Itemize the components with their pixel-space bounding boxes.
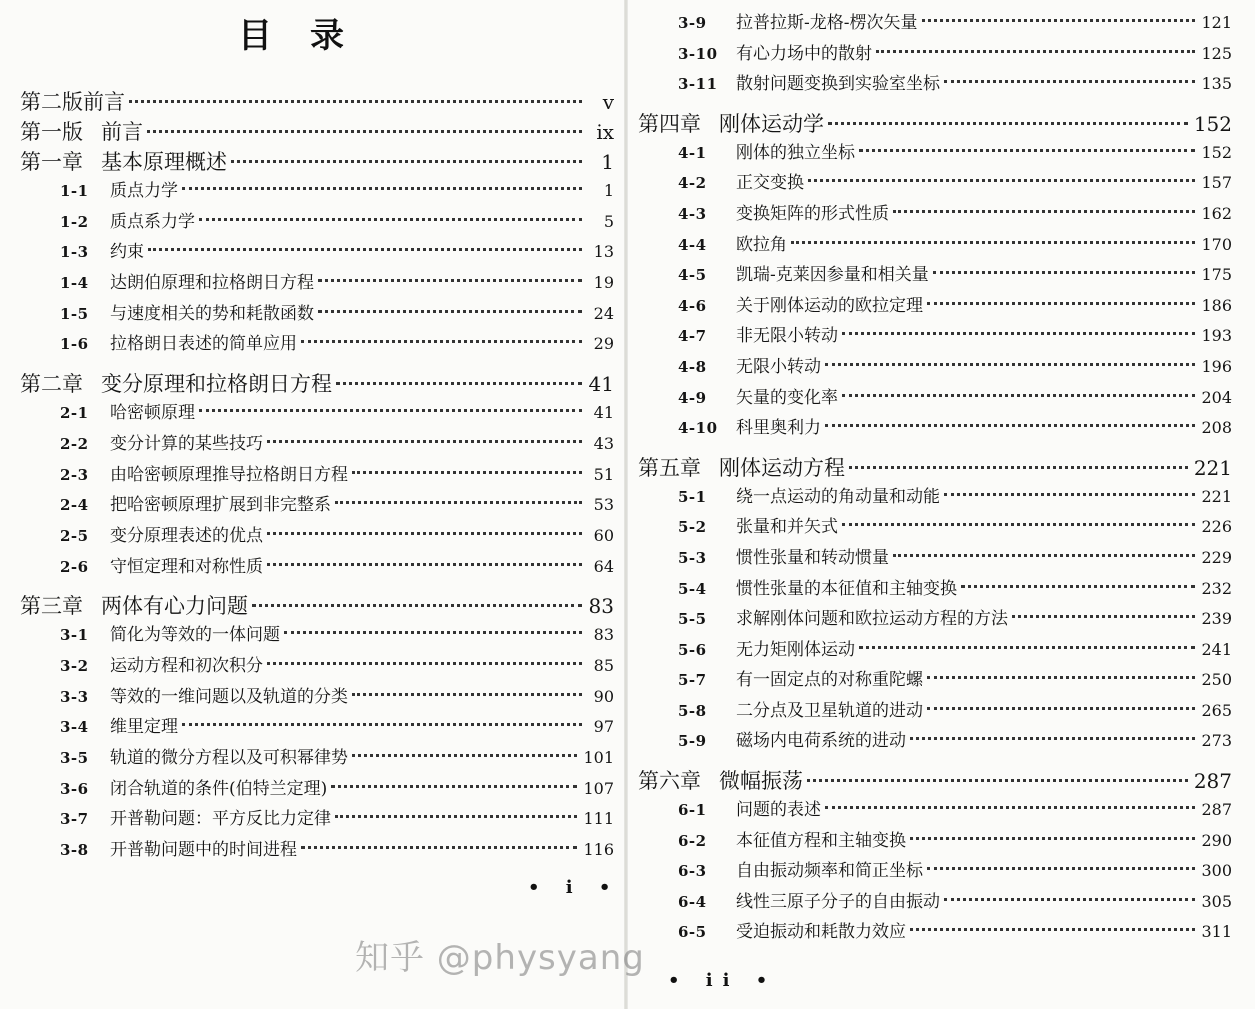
toc-section-row (20, 712, 614, 743)
page-ref: 60 (593, 525, 614, 545)
section-number: 6-4 (678, 892, 707, 911)
section-title: 维里定理 (110, 717, 178, 738)
page-ref: 175 (1201, 265, 1232, 285)
page-ref: 157 (1201, 173, 1232, 193)
section-number: 6-1 (678, 801, 707, 820)
dot-leader (147, 130, 582, 133)
dot-leader (842, 523, 1195, 526)
section-title: 由哈密顿原理推导拉格朗日方程 (110, 464, 348, 485)
chapter-title: 变分原理和拉格朗日方程 (101, 372, 332, 397)
dot-leader (876, 50, 1195, 53)
section-number: 5-9 (678, 732, 707, 751)
toc-section-row (638, 482, 1232, 513)
dot-leader (944, 898, 1195, 901)
dot-leader (922, 19, 1196, 22)
toc-section-row (20, 835, 614, 866)
toc-section-row (20, 743, 614, 774)
page-ref: 287 (1201, 800, 1232, 820)
section-number: 5-7 (678, 671, 707, 690)
dot-leader (318, 310, 582, 313)
section-title: 欧拉角 (736, 234, 787, 255)
dot-leader (267, 563, 582, 566)
page-number-ii: • ii • (668, 970, 778, 991)
page-ref: 64 (593, 556, 614, 576)
section-number: 3-4 (60, 718, 89, 737)
section-title: 简化为等效的一体问题 (110, 625, 280, 646)
section-title: 有一固定点的对称重陀螺 (736, 670, 923, 691)
dot-leader (301, 340, 582, 343)
page-ref: 85 (593, 655, 614, 675)
section-number: 6-3 (678, 862, 707, 881)
chapter-number: 第六章 (638, 769, 701, 794)
dot-leader (331, 785, 577, 788)
page-ref: 121 (1201, 13, 1232, 32)
toc-section-row (638, 574, 1232, 605)
right-page (628, 0, 1255, 1009)
dot-leader (910, 737, 1195, 740)
page-ref: 273 (1201, 731, 1232, 751)
section-number: 5-1 (678, 487, 707, 506)
section-title: 磁场内电荷系统的进动 (736, 731, 906, 752)
dot-leader (893, 554, 1195, 557)
section-title: 矢量的变化率 (736, 387, 838, 408)
page-ref: 101 (583, 748, 614, 767)
section-title: 无限小转动 (736, 356, 821, 377)
chapter-number: 第三章 (20, 594, 83, 619)
page-ref: 208 (1201, 418, 1232, 438)
section-number: 2-5 (60, 526, 89, 545)
toc-section-row (638, 512, 1232, 543)
section-number: 4-7 (678, 327, 707, 346)
page-ref: 221 (1193, 455, 1232, 480)
dot-leader (318, 279, 582, 282)
page-ref: 305 (1201, 891, 1232, 911)
toc-section-row (638, 413, 1232, 444)
toc-section-row (20, 237, 614, 268)
section-number: 5-8 (678, 701, 707, 720)
dot-leader (335, 815, 577, 818)
page-ref: 196 (1201, 356, 1232, 376)
section-title: 散射问题变换到实验室坐标 (736, 74, 940, 95)
section-title: 开普勒问题中的时间进程 (110, 840, 297, 861)
section-title: 惯性张量和转动惯量 (736, 547, 889, 568)
page-ref: 107 (583, 778, 614, 798)
dot-leader (148, 248, 582, 251)
page-ref: 116 (583, 840, 614, 860)
section-title: 轨道的微分方程以及可积幂律势 (110, 748, 348, 768)
page-ref: 97 (593, 717, 614, 737)
dot-leader (336, 382, 582, 385)
section-number: 3-11 (678, 75, 718, 94)
toc-section-row (638, 604, 1232, 635)
dot-leader (267, 662, 582, 665)
page-ref: v (602, 90, 614, 114)
toc-list-right (638, 8, 1232, 948)
page-ref: 41 (593, 403, 614, 423)
page-ref: 311 (1201, 922, 1232, 942)
toc-section-row (20, 490, 614, 521)
dot-leader (182, 723, 582, 726)
section-number: 4-1 (678, 143, 707, 162)
page-ref: 241 (1201, 639, 1232, 659)
toc-section-row (20, 398, 614, 429)
section-number: 4-9 (678, 388, 707, 407)
page-ref: 83 (593, 625, 614, 645)
toc-section-row (638, 795, 1232, 826)
page-ref: 125 (1201, 43, 1232, 63)
dot-leader (182, 187, 582, 190)
section-number: 1-2 (60, 212, 89, 231)
page-ref: 232 (1201, 578, 1232, 598)
dot-leader (944, 493, 1195, 496)
chapter-title: 微幅振荡 (719, 769, 803, 794)
dot-leader (927, 707, 1195, 710)
section-title: 闭合轨道的条件(伯特兰定理) (110, 778, 328, 799)
toc-list-left (20, 86, 614, 866)
page-ref: 186 (1201, 295, 1232, 315)
dot-leader (859, 646, 1195, 649)
page-ref: 152 (1201, 142, 1232, 162)
page-ref: ix (596, 120, 614, 144)
watermark: 知乎 @physyang (355, 938, 645, 978)
chapter-title: 基本原理概述 (101, 150, 227, 174)
section-number: 5-5 (678, 610, 707, 629)
section-number: 1-6 (60, 335, 89, 354)
toc-section-row (20, 620, 614, 651)
chapter-title: 刚体运动方程 (719, 455, 845, 480)
toc-section-row (638, 230, 1232, 261)
toc-section-row (638, 635, 1232, 666)
toc-section-row (638, 260, 1232, 291)
toc-section-row (638, 696, 1232, 727)
toc-section-row (638, 39, 1232, 70)
dot-leader (199, 218, 582, 221)
section-title: 受迫振动和耗散力效应 (736, 922, 906, 943)
page-ref: 83 (588, 594, 614, 619)
chapter-title: 刚体运动学 (719, 111, 824, 136)
section-number: 4-4 (678, 235, 707, 254)
dot-leader (842, 394, 1195, 397)
dot-leader (301, 846, 577, 849)
dot-leader (927, 676, 1195, 679)
section-number: 4-10 (678, 419, 718, 438)
toc-section-row (20, 299, 614, 330)
toc-section-row (638, 543, 1232, 574)
toc-section-row (20, 429, 614, 460)
section-number: 5-2 (678, 518, 707, 537)
toc-title (238, 8, 398, 57)
section-title: 非无限小转动 (736, 326, 838, 347)
section-title: 等效的一维问题以及轨道的分类 (110, 686, 348, 707)
section-number: 3-10 (678, 44, 718, 63)
dot-leader (961, 585, 1195, 588)
section-number: 1-4 (60, 274, 89, 293)
page-ref: 135 (1201, 74, 1232, 94)
section-title: 惯性张量的本征值和主轴变换 (736, 578, 957, 599)
page-ref: 239 (1201, 609, 1232, 629)
page-ref: 152 (1193, 111, 1232, 136)
page-ref: 290 (1201, 830, 1232, 850)
toc-section-row (638, 352, 1232, 383)
page-ref: 250 (1201, 670, 1232, 690)
section-number: 3-7 (60, 810, 89, 829)
section-title: 关于刚体运动的欧拉定理 (736, 295, 923, 316)
page-ref: 193 (1201, 326, 1232, 346)
page-ref: 226 (1201, 517, 1232, 537)
section-title: 张量和并矢式 (736, 517, 838, 538)
toc-chapter-row (20, 146, 614, 176)
section-number: 3-1 (60, 626, 89, 645)
section-number: 3-9 (678, 14, 707, 32)
section-number: 5-6 (678, 640, 707, 659)
dot-leader (267, 440, 582, 443)
section-title: 拉格朗日表述的简单应用 (110, 334, 297, 355)
dot-leader (825, 424, 1195, 427)
section-title: 二分点及卫星轨道的进动 (736, 700, 923, 721)
section-number: 6-2 (678, 831, 707, 850)
toc-section-row (20, 207, 614, 238)
dot-leader (252, 604, 582, 607)
dot-leader (842, 332, 1195, 335)
toc-section-row (20, 552, 614, 583)
section-title: 科里奥利力 (736, 418, 821, 439)
section-title: 变换矩阵的形式性质 (736, 203, 889, 224)
section-title: 拉普拉斯-龙格-楞次矢量 (736, 13, 918, 33)
section-number: 4-5 (678, 266, 707, 285)
dot-leader (849, 466, 1188, 469)
toc-section-row (20, 682, 614, 713)
toc-section-row (638, 856, 1232, 887)
chapter-title: 两体有心力问题 (101, 594, 248, 619)
page-ref: 170 (1201, 234, 1232, 254)
section-title: 哈密顿原理 (110, 403, 195, 424)
toc-section-row (638, 291, 1232, 322)
toc-chapter-row (20, 86, 614, 116)
section-number: 1-1 (60, 182, 89, 200)
toc-section-row (638, 69, 1232, 100)
toc-section-row (20, 268, 614, 299)
page-number-i: • i • (528, 877, 621, 898)
chapter-number: 第四章 (638, 111, 701, 136)
page-ref: 90 (593, 686, 614, 706)
chapter-number: 第一章 (20, 150, 83, 174)
left-page (0, 0, 624, 1009)
toc-section-row (20, 460, 614, 491)
section-number: 1-5 (60, 304, 89, 323)
toc-section-row (20, 651, 614, 682)
page-ref: 5 (603, 211, 614, 231)
toc-section-row (638, 826, 1232, 857)
section-number: 3-6 (60, 779, 89, 798)
toc-chapter-row (20, 590, 614, 620)
section-number: 6-5 (678, 923, 707, 942)
page-ref: 19 (593, 273, 614, 293)
toc-section-row (20, 521, 614, 552)
section-number: 5-4 (678, 579, 707, 598)
dot-leader (828, 122, 1188, 125)
dot-leader (199, 409, 582, 412)
dot-leader (231, 160, 582, 163)
page-ref: 53 (593, 495, 614, 515)
page-ref: 51 (593, 464, 614, 484)
chapter-title: 第二版前言 (20, 90, 125, 114)
dot-leader (1012, 615, 1195, 618)
dot-leader (859, 149, 1195, 152)
page-ref: 300 (1201, 861, 1232, 881)
dot-leader (352, 471, 582, 474)
toc-section-row (638, 199, 1232, 230)
section-title: 质点系力学 (110, 211, 195, 232)
section-number: 3-5 (60, 749, 89, 767)
page-ref: 43 (593, 433, 614, 453)
section-title: 绕一点运动的角动量和动能 (736, 486, 940, 507)
toc-chapter-row (638, 452, 1232, 482)
section-title: 求解刚体问题和欧拉运动方程的方法 (736, 609, 1008, 630)
toc-section-row (20, 329, 614, 360)
dot-leader (825, 806, 1195, 809)
section-title: 刚体的独立坐标 (736, 142, 855, 163)
page-ref: 41 (588, 372, 614, 397)
section-title: 问题的表述 (736, 800, 821, 821)
section-number: 2-3 (60, 465, 89, 484)
section-title: 变分原理表述的优点 (110, 525, 263, 546)
section-number: 2-4 (60, 496, 89, 515)
page-ref: 204 (1201, 387, 1232, 407)
section-number: 2-6 (60, 557, 89, 576)
dot-leader (352, 693, 582, 696)
toc-section-row (638, 887, 1232, 918)
toc-section-row (638, 8, 1232, 39)
toc-chapter-row (638, 765, 1232, 795)
dot-leader (910, 837, 1195, 840)
page-ref: 1 (603, 181, 614, 200)
section-number: 4-2 (678, 174, 707, 193)
section-title: 正交变换 (736, 173, 804, 194)
section-title: 守恒定理和对称性质 (110, 556, 263, 577)
chapter-number: 第二章 (20, 372, 83, 397)
dot-leader (284, 631, 582, 634)
section-number: 2-2 (60, 434, 89, 453)
page-ref: 221 (1201, 486, 1232, 506)
section-title: 约束 (110, 242, 144, 263)
dot-leader (808, 179, 1195, 182)
dot-leader (129, 100, 582, 103)
section-number: 4-6 (678, 296, 707, 315)
chapter-number: 第五章 (638, 455, 701, 480)
dot-leader (927, 867, 1195, 870)
section-number: 2-1 (60, 404, 89, 423)
dot-leader (944, 80, 1195, 83)
section-title: 线性三原子分子的自由振动 (736, 891, 940, 912)
section-title: 变分计算的某些技巧 (110, 433, 263, 454)
dot-leader (267, 532, 582, 535)
toc-section-row (20, 774, 614, 805)
section-number: 5-3 (678, 548, 707, 567)
section-number: 4-3 (678, 204, 707, 223)
toc-section-row (638, 665, 1232, 696)
section-title: 运动方程和初次积分 (110, 655, 263, 676)
toc-section-row (638, 321, 1232, 352)
toc-section-row (638, 917, 1232, 948)
dot-leader (352, 754, 577, 757)
section-number: 1-3 (60, 243, 89, 262)
section-title: 无力矩刚体运动 (736, 639, 855, 660)
section-title: 把哈密顿原理扩展到非完整系 (110, 495, 331, 516)
dot-leader (825, 363, 1195, 366)
toc-chapter-row (638, 108, 1232, 138)
toc-section-row (638, 383, 1232, 414)
section-title: 有心力场中的散射 (736, 43, 872, 64)
page-ref: 24 (593, 303, 614, 323)
page-ref: 162 (1201, 203, 1232, 223)
page-ref: 1 (601, 150, 614, 174)
dot-leader (910, 928, 1195, 931)
page-ref: 13 (593, 242, 614, 262)
section-title: 与速度相关的势和耗散函数 (110, 303, 314, 324)
section-title: 达朗伯原理和拉格朗日方程 (110, 273, 314, 294)
toc-section-row (638, 138, 1232, 169)
section-title: 自由振动频率和简正坐标 (736, 861, 923, 882)
page-ref: 229 (1201, 547, 1232, 567)
section-title: 本征值方程和主轴变换 (736, 830, 906, 851)
toc-section-row (638, 726, 1232, 757)
chapter-title: 前言 (101, 120, 143, 144)
page-ref: 265 (1201, 700, 1232, 720)
section-number: 3-3 (60, 687, 89, 706)
toc-section-row (20, 176, 614, 207)
section-title: 开普勒问题：平方反比力定律 (110, 809, 331, 830)
chapter-number: 第一版 (20, 120, 83, 144)
dot-leader (893, 210, 1195, 213)
section-title: 质点力学 (110, 181, 178, 201)
toc-chapter-row (20, 368, 614, 398)
section-number: 4-8 (678, 357, 707, 376)
dot-leader (933, 271, 1196, 274)
section-title: 凯瑞-克莱因参量和相关量 (736, 265, 929, 286)
section-number: 3-2 (60, 656, 89, 675)
page-ref: 287 (1193, 769, 1232, 794)
toc-title-text: 目 录 (238, 16, 346, 56)
dot-leader (335, 501, 582, 504)
page-ref: 111 (583, 809, 614, 829)
toc-section-row (20, 804, 614, 835)
section-number: 3-8 (60, 841, 89, 860)
page-ref: 29 (593, 334, 614, 354)
dot-leader (791, 241, 1195, 244)
toc-chapter-row (20, 116, 614, 146)
toc-section-row (638, 168, 1232, 199)
dot-leader (927, 302, 1195, 305)
dot-leader (807, 779, 1188, 782)
